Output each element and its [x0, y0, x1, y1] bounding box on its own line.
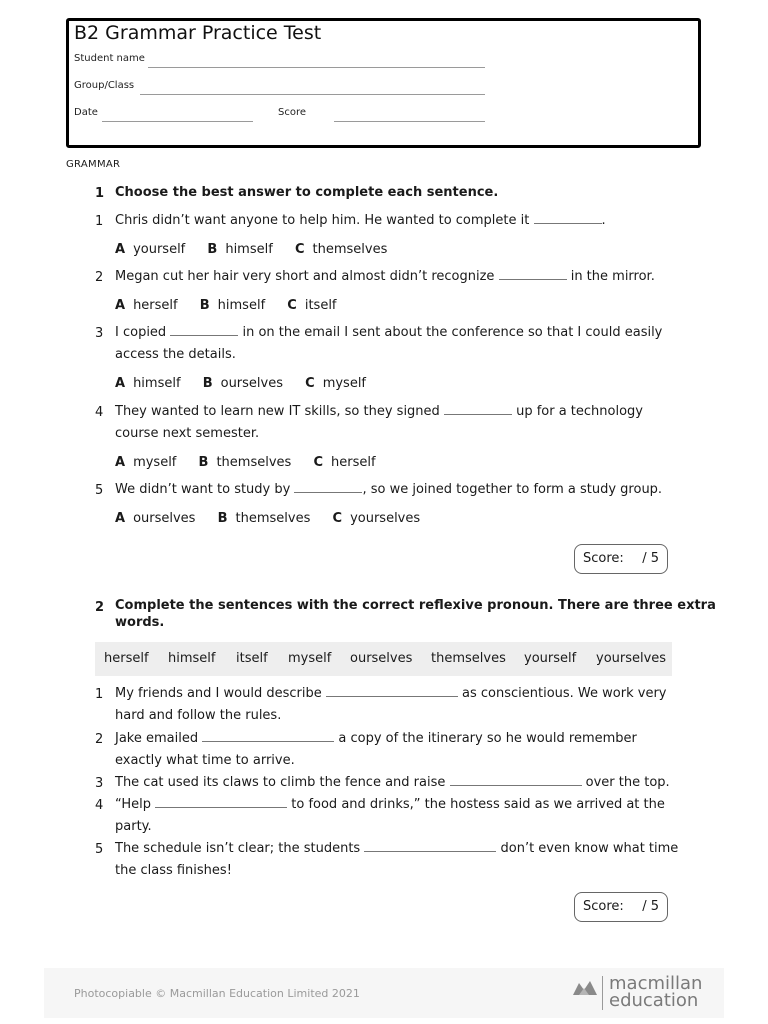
ex2-item-number: 3	[95, 776, 104, 791]
word-bank-item: themselves	[431, 651, 506, 666]
macmillan-logo-icon	[572, 977, 598, 997]
ex1-item-1-text: Chris didn’t want anyone to help him. He wanted to complete it .	[115, 210, 606, 232]
ex1-item-number: 2	[95, 270, 104, 285]
ex1-item-3-options: A himself B ourselves C myself	[115, 376, 367, 391]
exercise1-instruction: Choose the best answer to complete each sentence.	[115, 185, 499, 200]
answer-blank[interactable]	[326, 683, 458, 697]
answer-blank[interactable]	[202, 728, 334, 742]
ex1-item-5-text: We didn’t want to study by , so we joined together to form a study group.	[115, 479, 662, 501]
section-label: GRAMMAR	[66, 159, 121, 170]
exercise1-number: 1	[95, 186, 105, 201]
ex1-item-number: 3	[95, 326, 104, 341]
ex2-item-number: 5	[95, 842, 104, 857]
copyright-text: Photocopiable © Macmillan Education Limited 2021	[74, 987, 360, 1000]
exercise2-score-box: Score: / 5	[574, 892, 668, 922]
word-bank	[95, 642, 672, 676]
logo-text: macmillan education	[609, 973, 703, 1011]
answer-blank[interactable]	[155, 794, 287, 808]
ex1-item-4-options: A myself B themselves C herself	[115, 455, 376, 470]
answer-blank[interactable]	[499, 266, 567, 280]
ex1-item-number: 4	[95, 405, 104, 420]
answer-blank[interactable]	[364, 838, 496, 852]
word-bank-item: itself	[236, 651, 268, 666]
exercise1-score-box: Score: / 5	[574, 544, 668, 574]
page-title: B2 Grammar Practice Test	[74, 22, 322, 44]
ex2-item-number: 1	[95, 687, 104, 702]
word-bank-item: yourself	[524, 651, 577, 666]
ex1-item-4-text: They wanted to learn new IT skills, so they signed up for a technology course next semester.	[115, 401, 643, 445]
answer-blank[interactable]	[534, 210, 602, 224]
student-name-label: Student name	[74, 53, 145, 64]
word-bank-item: yourselves	[596, 651, 667, 666]
score-label: Score	[278, 107, 307, 118]
group-class-line[interactable]	[140, 94, 485, 95]
logo-divider	[602, 976, 603, 1010]
exercise2-instruction: Complete the sentences with the correct reflexive pronoun. There are three extra words.	[115, 598, 716, 630]
score-line[interactable]	[334, 121, 485, 122]
ex1-item-2-options: A herself B himself C itself	[115, 298, 337, 313]
ex1-item-5-options: A ourselves B themselves C yourselves	[115, 511, 421, 526]
word-bank-item: myself	[288, 651, 332, 666]
ex2-item-5-text: The schedule isn’t clear; the students don’t even know what time the class finishes!	[115, 838, 678, 882]
ex2-item-1-text: My friends and I would describe as conscientious. We work very hard and follow the rules.	[115, 683, 666, 727]
ex1-item-1-options: A yourself B himself C themselves	[115, 242, 388, 257]
word-bank-item: himself	[168, 651, 216, 666]
date-label: Date	[74, 107, 98, 118]
answer-blank[interactable]	[444, 401, 512, 415]
exercise2-number: 2	[95, 600, 105, 615]
word-bank-item: ourselves	[350, 651, 413, 666]
student-name-line[interactable]	[148, 67, 485, 68]
ex1-item-number: 5	[95, 483, 104, 498]
date-line[interactable]	[102, 121, 253, 122]
word-bank-item: herself	[104, 651, 149, 666]
ex2-item-2-text: Jake emailed a copy of the itinerary so he would remember exactly what time to arrive.	[115, 728, 637, 772]
answer-blank[interactable]	[170, 322, 238, 336]
ex1-item-2-text: Megan cut her hair very short and almost didn’t recognize in the mirror.	[115, 266, 655, 288]
group-class-label: Group/Class	[74, 80, 135, 91]
ex1-item-number: 1	[95, 214, 104, 229]
ex2-item-number: 4	[95, 798, 104, 813]
answer-blank[interactable]	[450, 772, 582, 786]
answer-blank[interactable]	[294, 479, 362, 493]
ex2-item-number: 2	[95, 732, 104, 747]
ex2-item-3-text: The cat used its claws to climb the fence and raise over the top.	[115, 772, 670, 794]
ex2-item-4-text: “Help to food and drinks,” the hostess said as we arrived at the party.	[115, 794, 665, 838]
ex1-item-3-text: I copied in on the email I sent about the conference so that I could easily access the details.	[115, 322, 662, 366]
